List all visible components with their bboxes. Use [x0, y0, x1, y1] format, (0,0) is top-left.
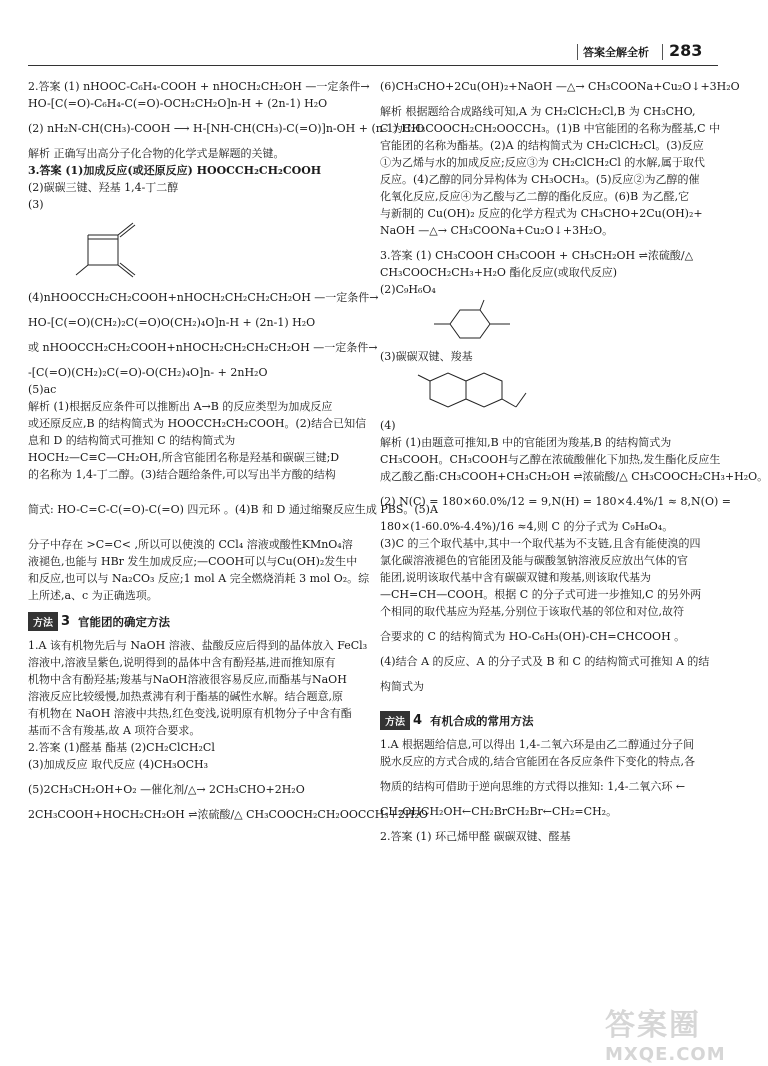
- answer-line: (2) nH₂N-CH(CH₃)-COOH ⟶ H-[NH-CH(CH₃)-C(=O)]n-OH + (n-1) H₂O: [28, 122, 425, 135]
- method-3-heading: [28, 612, 373, 631]
- analysis-line: 解析 根据题给合成路线可知,A 为 CH₂ClCH₂Cl,B 为 CH₃CHO,: [380, 105, 696, 118]
- answer-line: HO-[C(=O)-C₆H₄-C(=O)-OCH₂CH₂O]n-H + (2n-1) H₂O: [28, 97, 328, 110]
- answer-line: 2.答案 (1) 环己烯甲醛 碳碳双键、醛基: [380, 830, 571, 843]
- header-rule: [28, 65, 718, 66]
- answer-line: CH₂OHCH₂OH←CH₂BrCH₂Br←CH₂=CH₂。: [380, 805, 618, 818]
- analysis-line: 180×(1-60.0%-4.4%)/16 ≈4,则 C 的分子式为 C₉H₈O₄。: [380, 520, 674, 533]
- answer-line: -[C(=O)(CH₂)₂C(=O)-O(CH₂)₄O]n- + 2nH₂O: [28, 366, 268, 379]
- answer-line: HO-[C(=O)(CH₂)₂C(=O)O(CH₂)₄O]n-H + (2n-1) H₂O: [28, 316, 316, 329]
- analysis-line: (3)C 的三个取代基中,其中一个取代基为不支链,且含有能使溴的四: [380, 537, 701, 550]
- analysis-line: 成乙酸乙酯:CH₃COOH+CH₃CH₂OH ⇌浓硫酸/△ CH₃COOCH₂CH₃+H₂O。: [380, 470, 768, 483]
- answer-line: 脱水反应的方式合成的,结合官能团在各反应条件下变化的特点,各: [380, 755, 695, 768]
- analysis-line: 化氧化反应,反应④为乙酸与乙二醇的酯化反应。(6)B 为乙醛,它: [380, 190, 690, 203]
- analysis-line: 反应。(4)乙醇的同分异构体为 CH₃OCH₃。(5)反应②为乙醇的催: [380, 173, 700, 186]
- answer-line: (4): [380, 419, 396, 432]
- method-4-heading: [380, 711, 725, 730]
- analysis-line: NaOH —△→ CH₃COONa+Cu₂O↓+3H₂O。: [380, 224, 614, 237]
- watermark-url: MXQE.COM: [605, 1044, 726, 1065]
- analysis-line: 简式: HO-C=C-C(=O)-C(=O) 四元环 。(4)B 和 D 通过缩聚反应生成 PBS。(5)A: [28, 503, 438, 516]
- header-title: 答案全解全析: [583, 46, 649, 59]
- analysis-line: 息和 D 的结构简式可推知 C 的结构简式为: [28, 434, 236, 447]
- answer-line: 1.A 该有机物先后与 NaOH 溶液、盐酸反应后得到的晶体放入 FeCl₃: [28, 639, 368, 652]
- answer-line: CH₃COOCH₂CH₃+H₂O 酯化反应(或取代反应): [380, 266, 618, 279]
- analysis-line: 解析 (1)根据反应条件可以推断出 A→B 的反应类型为加成反应: [28, 400, 333, 413]
- answer-line: 或 nHOOCCH₂CH₂COOH+nHOCH₂CH₂CH₂CH₂OH —一定条件→: [28, 341, 378, 354]
- caffeic-acid-structure-icon: [400, 300, 560, 344]
- analysis-line: 与新制的 Cu(OH)₂ 反应的化学方程式为 CH₃CHO+2Cu(OH)₂+: [380, 207, 703, 220]
- answer-line: 2CH₃COOH+HOCH₂CH₂OH ⇌浓硫酸/△ CH₃COOCH₂CH₂OOCCH₃+2H₂O: [28, 808, 428, 821]
- analysis-line: 液褪色,也能与 HBr 发生加成反应;—COOH可以与Cu(OH)₂发生中: [28, 555, 358, 568]
- analysis-line: CH₃COOH。CH₃COOH与乙醇在浓硫酸催化下加热,发生酯化反应生: [380, 453, 721, 466]
- analysis-line: (4)结合 A 的反应、A 的分子式及 B 和 C 的结构简式可推知 A 的结: [380, 655, 710, 668]
- squaric-acid-structure-icon: [48, 215, 168, 285]
- answer-line: (5)ac: [28, 383, 57, 396]
- analysis-line: 构简式为: [380, 680, 424, 693]
- answer-line: 物质的结构可借助于逆向思维的方式得以推知: 1,4-二氧六环 ←: [380, 780, 686, 793]
- watermark-logo-text: 答案圈: [605, 1008, 701, 1043]
- method-number: 3: [61, 614, 71, 629]
- answer-line: 有机物在 NaOH 溶液中共热,红色变浅,说明原有机物分子中含有酯: [28, 707, 352, 720]
- method-number: 4: [413, 713, 423, 728]
- analysis-line: 上所述,a、c 为正确选项。: [28, 589, 158, 602]
- answer-line: (6)CH₃CHO+2Cu(OH)₂+NaOH —△→ CH₃COONa+Cu₂O↓+3H₂O: [380, 80, 740, 93]
- analysis-line: (2) N(C) = 180×60.0%/12 = 9,N(H) = 180×4.4%/1 ≈ 8,N(O) =: [380, 495, 731, 508]
- analysis-line: ①为乙烯与水的加成反应;反应③为 CH₂ClCH₂Cl 的水解,属于取代: [380, 156, 705, 169]
- analysis-line: 解析 正确写出高分子化合物的化学式是解题的关键。: [28, 147, 285, 160]
- analysis-line: 能团,说明该取代基中含有碳碳双键和羧基,则该取代基为: [380, 571, 651, 584]
- analysis-line: 或还原反应,B 的结构简式为 HOOCCH₂CH₂COOH。(2)结合已知信: [28, 417, 367, 430]
- method-title: 官能团的确定方法: [78, 614, 171, 629]
- answer-line: 溶液反应比较缓慢,加热煮沸有利于酯基的碱性水解。结合题意,原: [28, 690, 343, 703]
- watermark: [605, 1000, 726, 1065]
- answer-line: (4)nHOOCCH₂CH₂COOH+nHOCH₂CH₂CH₂CH₂OH —一定条件→: [28, 291, 379, 304]
- analysis-line: —CH=CH—COOH。根据 C 的分子式可进一步推知,C 的另外两: [380, 588, 702, 601]
- answer-line: 3.答案 (1)加成反应(或还原反应) HOOCCH₂CH₂COOH: [28, 164, 322, 177]
- right-column: [380, 78, 768, 845]
- coumarin-ester-structure-icon: [400, 367, 560, 413]
- analysis-line: 合要求的 C 的结构简式为 HO-C₆H₃(OH)-CH=CHCOOH 。: [380, 630, 686, 643]
- answer-line: 基而不含有羧基,故 A 项符合要求。: [28, 724, 201, 737]
- method-badge: 方法: [380, 711, 410, 730]
- analysis-line: 分子中存在 >C=C< ,所以可以使溴的 CCl₄ 溶液或酸性KMnO₄溶: [28, 538, 353, 551]
- analysis-line: 解析 (1)由题意可推知,B 中的官能团为羧基,B 的结构简式为: [380, 436, 672, 449]
- answer-line: 1.A 根据题给信息,可以得出 1,4-二氧六环是由乙二醇通过分子间: [380, 738, 695, 751]
- analysis-line: HOCH₂—C≡C—CH₂OH,所含官能团名称是羟基和碳碳三键;D: [28, 451, 340, 464]
- answer-line: 溶液中,溶液呈紫色,说明得到的晶体中含有酚羟基,进而推知原有: [28, 656, 336, 669]
- analysis-line: 的名称为 1,4-丁二醇。(3)结合题给条件,可以写出半方酸的结构: [28, 468, 336, 481]
- answer-line: 2.答案 (1) nHOOC-C₆H₄-COOH + nHOCH₂CH₂OH —一定条件→: [28, 80, 370, 93]
- answer-line: (5)2CH₃CH₂OH+O₂ —催化剂/△→ 2CH₃CHO+2H₂O: [28, 783, 305, 796]
- analysis-line: C 为CH₃COOCH₂CH₂OOCCH₃。(1)B 中官能团的名称为醛基,C 中: [380, 122, 721, 135]
- answer-line: (3)加成反应 取代反应 (4)CH₃OCH₃: [28, 758, 209, 771]
- answer-line: 机物中含有酚羟基;羧基与NaOH溶液很容易反应,而酯基与NaOH: [28, 673, 347, 686]
- answer-line: (3): [28, 198, 44, 211]
- answer-line: (2)碳碳三键、羟基 1,4-丁二醇: [28, 181, 179, 194]
- method-badge: 方法: [28, 612, 58, 631]
- analysis-line: 和反应,也可以与 Na₂CO₃ 反应;1 mol A 完全燃烧消耗 3 mol O₂。综: [28, 572, 370, 585]
- analysis-line: 个相同的取代基应为羟基,分别位于该取代基的邻位和对位,故符: [380, 605, 684, 618]
- analysis-line: 氯化碳溶液褪色的官能团及能与碳酸氢钠溶液反应放出气体的官: [380, 554, 688, 567]
- page-number: 283: [669, 41, 703, 60]
- method-title: 有机合成的常用方法: [430, 713, 534, 728]
- answer-line: 3.答案 (1) CH₃COOH CH₃COOH + CH₃CH₂OH ⇌浓硫酸/△: [380, 249, 694, 262]
- header-divider: [577, 44, 578, 60]
- answer-line: (2)C₉H₆O₄: [380, 283, 436, 296]
- answer-line: (3)碳碳双键、羧基: [380, 350, 473, 363]
- analysis-line: 官能团的名称为酯基。(2)A 的结构简式为 CH₂ClCH₂Cl。(3)反应: [380, 139, 704, 152]
- answer-line: 2.答案 (1)醛基 酯基 (2)CH₂ClCH₂Cl: [28, 741, 215, 754]
- header-divider: [662, 44, 663, 60]
